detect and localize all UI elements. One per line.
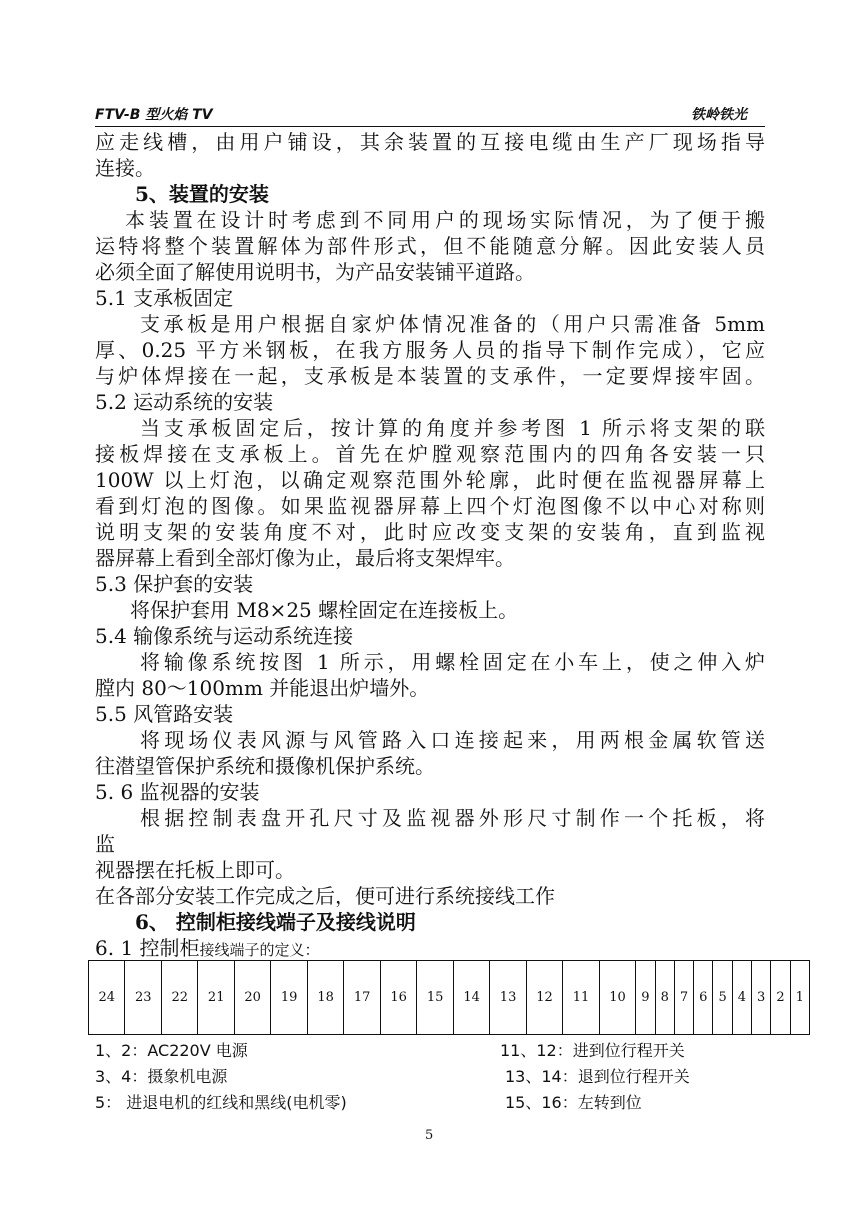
legend-item: 1、2：AC220V 电源 [95,1041,248,1060]
terminal-cell: 11 [563,961,599,1035]
legend-item: 11、12：进到位行程开关 [500,1041,685,1060]
subsection-5-3: 5.3 保护套的安装 [95,572,254,596]
header-title: FTV-B 型火焰 TV [95,107,213,123]
paragraph-line: 将现场仪表风源与风管路入口连接起来，用两根金属软管送 [140,728,765,752]
header-company: 铁岭铁光 [691,107,747,123]
terminal-cell: 14 [453,961,489,1035]
terminal-cell: 1 [790,961,809,1035]
terminal-cell: 24 [89,961,125,1035]
paragraph-line: 视器摆在托板上即可。 [95,858,295,882]
paragraph-line: 看到灯泡的图像。如果监视器屏幕上四个灯泡图像不以中心对称则 [95,494,765,518]
paragraph-line: 运特将整个装置解体为部件形式，但不能随意分解。因此安装人员 [95,234,765,258]
subsection-5-5: 5.5 风管路安装 [95,702,234,726]
subsection-6-1-title: 6. 1 控制柜 [95,936,200,960]
paragraph-line: 支承板是用户根据自家炉体情况准备的（用户只需准备 5mm [140,312,765,336]
paragraph-line: 将保护套用 M8×25 螺栓固定在连接板上。 [130,598,519,622]
terminal-cell: 4 [732,961,751,1035]
terminal-cell: 3 [752,961,771,1035]
paragraph-line: 厚、0.25 平方米钢板，在我方服务人员的指导下制作完成），它应 [95,338,765,362]
paragraph-line: 器屏幕上看到全部灯像为止，最后将支架焊牢。 [95,546,515,570]
paragraph-line: 根据控制表盘开孔尺寸及监视器外形尺寸制作一个托板，将 [140,806,765,830]
subsection-5-2: 5.2 运动系统的安装 [95,390,274,414]
section-heading-5: 5、装置的安装 [135,182,269,206]
terminal-cell: 7 [674,961,693,1035]
subsection-6-1-caption: 接线端子的定义： [199,941,320,959]
page-number: 5 [425,1128,434,1143]
paragraph-line: 将输像系统按图 1 所示，用螺栓固定在小车上，使之伸入炉 [140,650,765,674]
subsection-6-1 [95,935,320,963]
terminal-cell: 22 [161,961,197,1035]
legend-item: 3、4：摄象机电源 [95,1067,228,1086]
paragraph-line: 与炉体焊接在一起，支承板是本装置的支承件，一定要焊接牢固。 [95,364,765,388]
subsection-5-4: 5.4 输像系统与运动系统连接 [95,624,354,648]
paragraph-line: 100W 以上灯泡，以确定观察范围外轮廓，此时便在监视器屏幕上 [95,468,765,492]
subsection-5-1: 5.1 支承板固定 [95,286,234,310]
terminal-cell: 5 [713,961,732,1035]
legend-item: 15、16：左转到位 [505,1093,642,1112]
terminal-cell: 16 [380,961,416,1035]
terminal-cell: 23 [125,961,161,1035]
legend-item: 13、14：退到位行程开关 [505,1067,690,1086]
paragraph-line: 膛内 80～100mm 并能退出炉墙外。 [95,676,430,700]
terminal-row [89,961,810,1035]
terminal-cell: 8 [655,961,674,1035]
terminal-cell: 9 [636,961,655,1035]
legend-item: 5： 进退电机的红线和黑线(电机零) [95,1093,347,1112]
paragraph-line: 说明支架的安装角度不对，此时应改变支架的安装角，直到监视 [95,520,765,544]
terminal-cell: 15 [417,961,453,1035]
paragraph-line: 本装置在设计时考虑到不同用户的现场实际情况，为了便于搬 [125,208,765,232]
paragraph-line: 在各部分安装工作完成之后，便可进行系统接线工作 [95,884,555,908]
terminal-cell: 18 [307,961,343,1035]
page-header [95,104,765,127]
terminal-cell: 19 [271,961,307,1035]
terminal-cell: 21 [198,961,234,1035]
subsection-5-6: 5. 6 监视器的安装 [95,780,260,804]
terminal-cell: 13 [490,961,526,1035]
paragraph-line: 监 [95,832,115,856]
terminal-cell: 17 [344,961,380,1035]
terminal-cell: 20 [234,961,270,1035]
terminal-cell: 10 [599,961,635,1035]
paragraph-line: 当支承板固定后，按计算的角度并参考图 1 所示将支架的联 [140,416,765,440]
terminal-table [88,960,810,1035]
section-heading-6: 6、 控制柜接线端子及接线说明 [135,910,416,934]
paragraph-line: 应走线槽，由用户铺设，其余装置的互接电缆由生产厂现场指导 [95,130,765,154]
paragraph-line: 往潜望管保护系统和摄像机保护系统。 [95,754,435,778]
paragraph-line: 连接。 [95,156,155,180]
terminal-cell: 6 [694,961,713,1035]
terminal-cell: 2 [771,961,790,1035]
paragraph-line: 接板焊接在支承板上。首先在炉膛观察范围内的四角各安装一只 [95,442,765,466]
terminal-cell: 12 [526,961,562,1035]
paragraph-line: 必须全面了解使用说明书，为产品安装铺平道路。 [95,260,535,284]
